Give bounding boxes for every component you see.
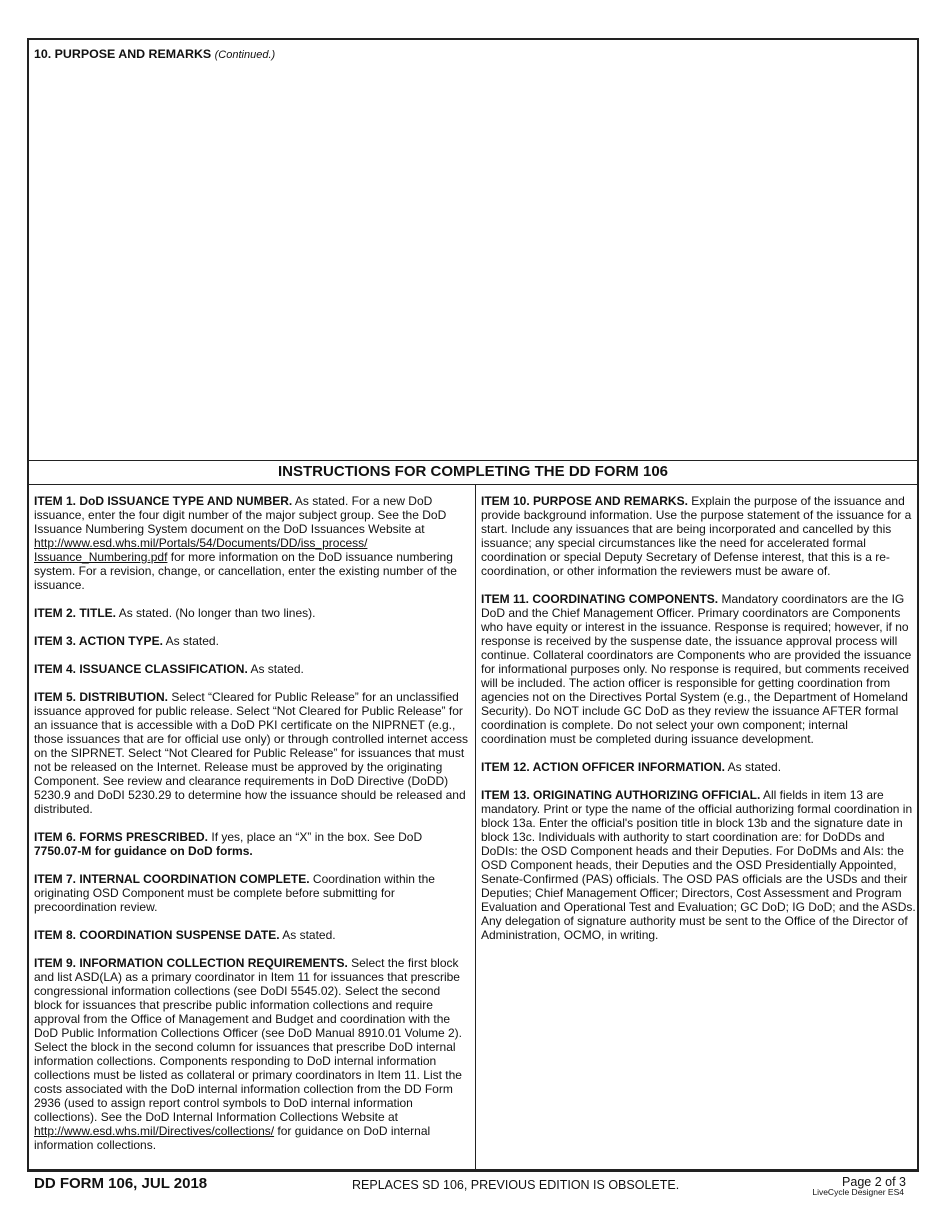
item-heading: ITEM 2. TITLE.	[34, 606, 117, 620]
item-text: Select the first block and list ASD(LA) as a primary coordinator in Item 11 for issuances that prescribe congressional information collections (see DoDI 5545.02). Select the second block for issuances that prescribe public information collections and require approval from the Office of Management and Budget and coordination with the DoD Public Information Collections Officer (see DoD Manual 8910.01 Volume 2). Select the block in the second column for issuances that prescribe DoD internal information collections. Components responding to DoD internal information collections must be listed as collateral or primary coordinators in Item 11. List the costs associated with the DoD internal information collection from the DD Form 2936 (used to assign report control symbols to DoD internal information collections). See the DoD Internal Information Collections Website at	[34, 956, 462, 1124]
form-frame	[27, 38, 919, 1172]
item-text: As stated.	[725, 760, 782, 774]
item-2-instruction	[34, 606, 468, 620]
item-8-instruction	[34, 928, 468, 942]
instructions-title: INSTRUCTIONS FOR COMPLETING THE DD FORM 106	[29, 460, 917, 485]
replaces-notice: REPLACES SD 106, PREVIOUS EDITION IS OBSOLETE.	[352, 1178, 680, 1192]
designer-credit: LiveCycle Designer ES4	[812, 1187, 904, 1197]
item-heading: ITEM 9. INFORMATION COLLECTION REQUIREMENTS.	[34, 956, 348, 970]
remarks-continued-text: (Continued.)	[214, 49, 276, 61]
purpose-remarks-label	[34, 47, 275, 61]
item-heading: ITEM 4. ISSUANCE CLASSIFICATION.	[34, 662, 248, 676]
item-heading: ITEM 13. ORIGINATING AUTHORIZING OFFICIAL.	[481, 788, 761, 802]
item-11-instruction	[481, 592, 916, 746]
item-text: for guidance on DoD internal information collections.	[34, 1124, 431, 1152]
item-text: As stated.	[162, 634, 219, 648]
item-heading: ITEM 10. PURPOSE AND REMARKS.	[481, 494, 688, 508]
item-text: Select “Cleared for Public Release” for an unclassified issuance approved for public release. Select “Not Cleared for Public Release” for an issuance that is accessible with a DoD PKI certificate on the NIPRNET (e.g., those issuances that are for official use only) or through controlled internet access on the SIPRNET. Select “Not Cleared for Public Release” for issuances that must not be released on the Internet. Release must be approved by the originating Component. See review and clearance requirements in DoD Directive (DoDD) 5230.9 and DoDI 5230.29 to determine how the issuance should be released and distributed.	[34, 690, 469, 816]
item-heading: ITEM 11. COORDINATING COMPONENTS.	[481, 592, 719, 606]
remarks-label-text: 10. PURPOSE AND REMARKS	[34, 47, 212, 61]
item-heading: ITEM 8. COORDINATION SUSPENSE DATE.	[34, 928, 280, 942]
item-3-instruction	[34, 634, 468, 648]
item-4-instruction	[34, 662, 468, 676]
page-number: Page 2 of 3	[842, 1175, 906, 1189]
item-heading: ITEM 3. ACTION TYPE.	[34, 634, 163, 648]
item-12-instruction	[481, 760, 916, 774]
item-text: for more information on the DoD issuance numbering system. For a revision, change, or cancellation, enter the existing number of the issuance.	[34, 550, 457, 592]
item-6-instruction	[34, 830, 468, 858]
item-heading: ITEM 6. FORMS PRESCRIBED.	[34, 830, 209, 844]
item-text: Coordination within the originating OSD Component must be complete before submitting for precoordination review.	[34, 872, 435, 914]
item-bold-text: 7750.07-M for guidance on DoD forms.	[34, 844, 253, 858]
item-13-instruction	[481, 788, 916, 942]
item-text: If yes, place an “X” in the box. See DoD	[208, 830, 423, 844]
item-heading: ITEM 1. DoD ISSUANCE TYPE AND NUMBER.	[34, 494, 293, 508]
item-5-instruction	[34, 690, 468, 816]
item-heading: ITEM 12. ACTION OFFICER INFORMATION.	[481, 760, 725, 774]
instructions-right-column	[481, 494, 916, 956]
item-1-instruction	[34, 494, 468, 592]
item-text: Explain the purpose of the issuance and provide background information. Use the purpose statement of the issuance for a start. Include any issuances that are being incorporated and cancelled by this issuance; any special circumstances like the need for accelerated formal coordination or special Deputy Secretary of Defense interest, that this is a re-coordination, or other information the reviewers must be aware of.	[481, 494, 912, 578]
item-7-instruction	[34, 872, 468, 914]
instructions-left-column	[34, 494, 468, 1166]
item-heading: ITEM 5. DISTRIBUTION.	[34, 690, 169, 704]
item-text: As stated.	[247, 662, 304, 676]
issuance-numbering-link[interactable]: http://www.esd.whs.mil/Portals/54/Documents/DD/iss_process/ Issuance_Numbering.pdf	[34, 536, 368, 564]
purpose-remarks-field[interactable]	[29, 40, 917, 461]
item-text: As stated. (No longer than two lines).	[116, 606, 316, 620]
column-divider	[475, 485, 476, 1169]
item-text: All fields in item 13 are mandatory. Print or type the name of the official authorizing formal coordination in block 13a. Enter the official's position title in block 13b and the signature date in block 13c. Individuals with authority to start coordination are: for DoDDs and DoDIs: the OSD Component heads and their Deputies. For DoDMs and AIs: the OSD Component heads, their Deputies and the OSD Presidentially Appointed, Senate-Confirmed (PAS) officials. The OSD PAS officials are the USDs and their Deputies; Chief Management Officer; Directors, Cost Assessment and Program Evaluation and Operational Test and Evaluation; GC DoD; IG DoD; and the ASDs. Any delegation of signature authority must be sent to the Office of the Director of Administration, OCMO, in writing.	[481, 788, 916, 942]
item-9-instruction	[34, 956, 468, 1152]
item-heading: ITEM 7. INTERNAL COORDINATION COMPLETE.	[34, 872, 310, 886]
form-footer	[0, 1172, 950, 1230]
form-id: DD FORM 106, JUL 2018	[34, 1175, 208, 1192]
item-10-instruction	[481, 494, 916, 578]
item-text: As stated.	[279, 928, 336, 942]
item-text: As stated. For a new DoD issuance, enter the four digit number of the major subject group. See the DoD Issuance Numbering System document on the DoD Issuances Website at	[34, 494, 447, 536]
item-text: Mandatory coordinators are the IG DoD and the Chief Management Officer. Primary coordinators are Components who have equity or interest in the issuance. Response is required; however, if no response is received by the suspense date, the issuance approval process will continue. Collateral coordinators are Components who are provided the issuance for informational purposes only. No response is required, but comments received will be included. The action officer is responsible for getting coordination from agencies not on the Directives Portal System (e.g., the Department of Homeland Security). Do NOT include GC DoD as they review the issuance AFTER formal coordination is complete. Do not select your own component; internal coordination must be completed during issuance development.	[481, 592, 912, 746]
collections-website-link[interactable]: http://www.esd.whs.mil/Directives/collections/	[34, 1124, 275, 1138]
